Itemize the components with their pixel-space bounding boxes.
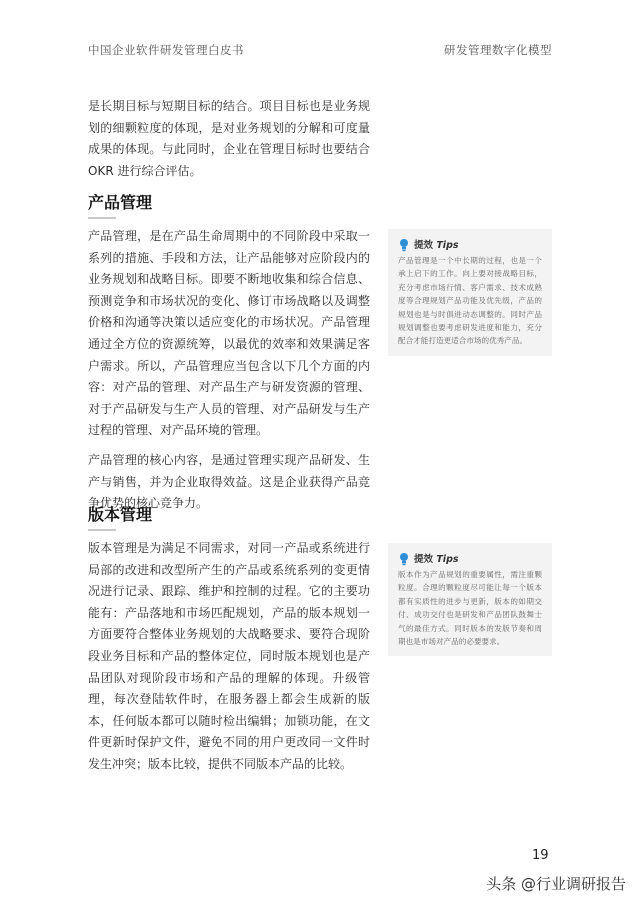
product-tip-box (388, 229, 552, 356)
product-paragraph-2: 产品管理的核心内容，是通过管理实现产品研发、生产与销售，并为企业取得效益。这是企业获得产品竞争优势的核心竞争力。 (88, 452, 370, 511)
product-body (88, 226, 370, 515)
product-tip-label-cn: 提效 (414, 240, 434, 251)
version-tip-head (398, 551, 542, 565)
lightbulb-icon (398, 237, 410, 251)
version-tip-text: 版本作为产品规划的重要属性，需注重颗粒度。合理的颗粒度尽可能让每一个版本都有实质性的进步与更新，版本的如期交付、成功交付也是研发和产品团队鼓舞士气的最佳方式。同时版本的发版节奏和周期也是市场对产品的必要要求。 (398, 570, 542, 647)
product-paragraph-1: 产品管理，是在产品生命周期中的不同阶段中采取一系列的措施、手段和方法，让产品能够对应阶段内的业务规划和战略目标。即要不断地收集和综合信息、预测竞争和市场状况的变化、修订市场战略以及调整价格和沟通等决策以适应变化的市场状况。产品管理通过全方位的资源统筹，以最优的效率和效果满足客户需求。所以，产品管理应当包含以下几个方面的内容：对产品的管理、对产品生产与研发资源的管理、对于产品研发与生产人员的管理、对产品研发与生产过程的管理、对产品环境的管理。 (88, 229, 370, 438)
page-number: 19 (532, 848, 549, 863)
version-tip-box (388, 543, 552, 656)
product-heading: 产品管理 (88, 193, 153, 212)
intro-paragraph: 是长期目标与短期目标的结合。项目目标也是业务规划的细颗粒度的体现，是对业务规划的分解和可度量成果的体现。与此同时，企业在管理目标时也要结合 OKR 进行综合评估。 (88, 99, 370, 178)
product-tip-text: 产品管理是一个中长期的过程，也是一个承上启下的工作。向上要对接战略目标，充分考虑市场行情、客户需求、技术成熟度等合理规划产品功能及优先级，产品的规划也是与时俱进动态调整的。同时产品规划调整也要考虑研发进度和能力，充分配合才能打造更适合市场的优秀产品。 (398, 256, 542, 346)
product-tip-label (414, 237, 459, 251)
watermark: 头条 @行业调研报告 (486, 875, 626, 893)
page-header-left: 中国企业软件研发管理白皮书 (88, 43, 244, 57)
page-header-right: 研发管理数字化模型 (444, 43, 552, 57)
version-heading: 版本管理 (88, 505, 153, 524)
version-tip-label-en: Tips (436, 554, 459, 565)
product-tip-head (398, 237, 542, 251)
version-body (88, 538, 370, 776)
product-tip-label-en: Tips (436, 240, 459, 251)
product-heading-rule (88, 217, 116, 219)
intro-block (88, 96, 370, 182)
lightbulb-icon (398, 551, 410, 565)
version-tip-label-cn: 提效 (414, 554, 434, 565)
version-tip-label (414, 551, 459, 565)
version-heading-rule (88, 529, 116, 531)
version-paragraph-1: 版本管理是为满足不同需求，对同一产品或系统进行局部的改进和改型所产生的产品或系统系列的变更情况进行记录、跟踪、维护和控制的过程。它的主要功能有：产品落地和市场匹配规划，产品的版本规划一方面要符合整体业务规划的大战略要求、要符合现阶段业务目标和产品的整体定位，同时版本规划也是产品团队对现阶段市场和产品的理解的体现。升级管理，每次登陆软件时，在服务器上都会生成新的版本，任何版本都可以随时检出编辑；加锁功能，在文件更新时保护文件，避免不同的用户更改同一文件时发生冲突；版本比较，提供不同版本产品的比较。 (88, 541, 370, 771)
